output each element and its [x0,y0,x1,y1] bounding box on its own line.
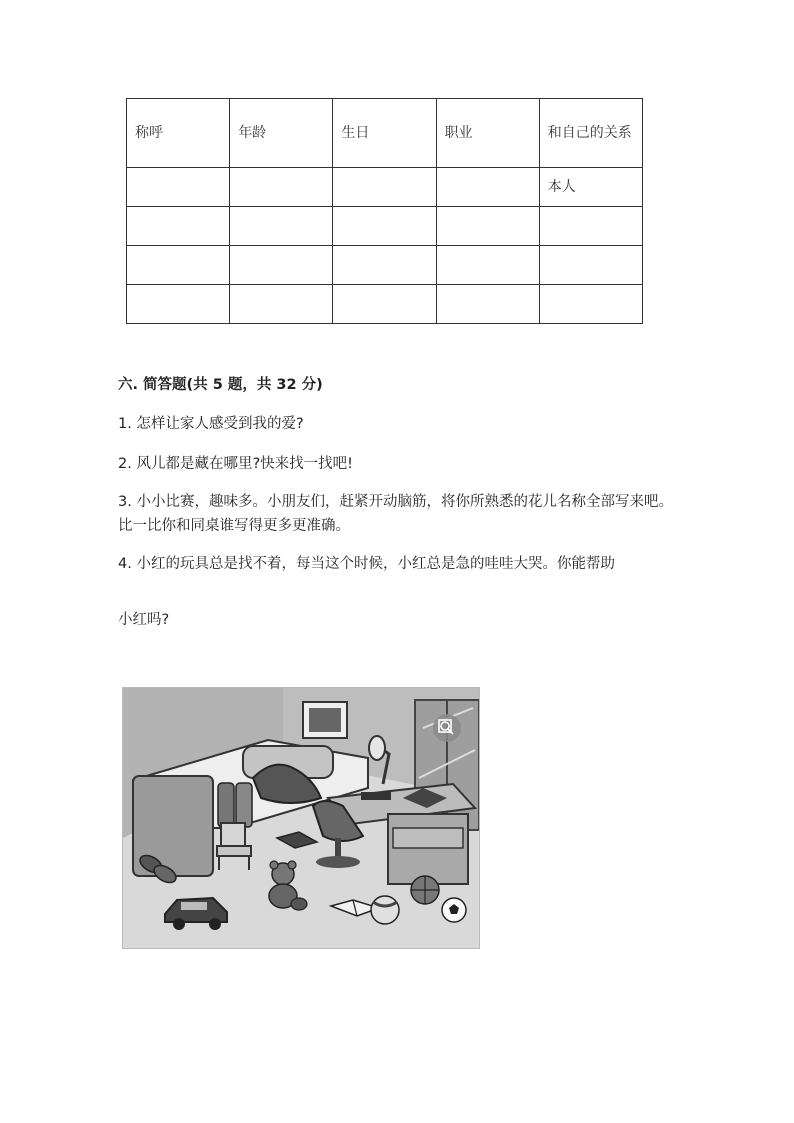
table-cell [539,207,642,246]
table-cell [333,285,436,324]
family-info-table [126,98,643,324]
table-cell [127,207,230,246]
table-row [127,207,643,246]
zoom-magnifier-icon[interactable] [433,714,461,742]
room-drawing [123,688,479,948]
table-cell [539,285,642,324]
table-header-cell: 职业 [436,99,539,168]
table-cell [333,207,436,246]
table-cell [230,207,333,246]
table-cell [230,246,333,285]
table-row [127,246,643,285]
table-cell [127,168,230,207]
question-2: 2. 风儿都是藏在哪里?快来找一找吧! [118,456,353,472]
question-1: 1. 怎样让家人感受到我的爱? [118,416,304,432]
table-cell [230,285,333,324]
table-cell: 本人 [539,168,642,207]
table-header-cell: 年龄 [230,99,333,168]
table-cell [333,246,436,285]
question-3: 3. 小小比赛，趣味多。小朋友们，赶紧开动脑筋，将你所熟悉的花儿名称全部写来吧。比一比你和同桌谁写得更多更准确。 [118,494,673,534]
table-cell [436,207,539,246]
table-header-cell: 称呼 [127,99,230,168]
table-cell [127,246,230,285]
table-row [127,285,643,324]
table-cell [436,246,539,285]
section-title: 六. 简答题(共 5 题，共 32 分) [118,377,323,393]
table-row [127,168,643,207]
table-cell [333,168,436,207]
table-header-cell: 生日 [333,99,436,168]
table-header-row [127,99,643,168]
table-header-cell: 和自己的关系 [539,99,642,168]
messy-room-illustration [122,687,480,949]
table-cell [436,285,539,324]
table-cell [436,168,539,207]
table-cell [127,285,230,324]
question-4: 4. 小红的玩具总是找不着，每当这个时候，小红总是急的哇哇大哭。你能帮助 [118,556,615,572]
wall-picture [303,702,347,738]
table-cell [230,168,333,207]
question-4-continued: 小红吗? [118,612,170,628]
table-cell [539,246,642,285]
